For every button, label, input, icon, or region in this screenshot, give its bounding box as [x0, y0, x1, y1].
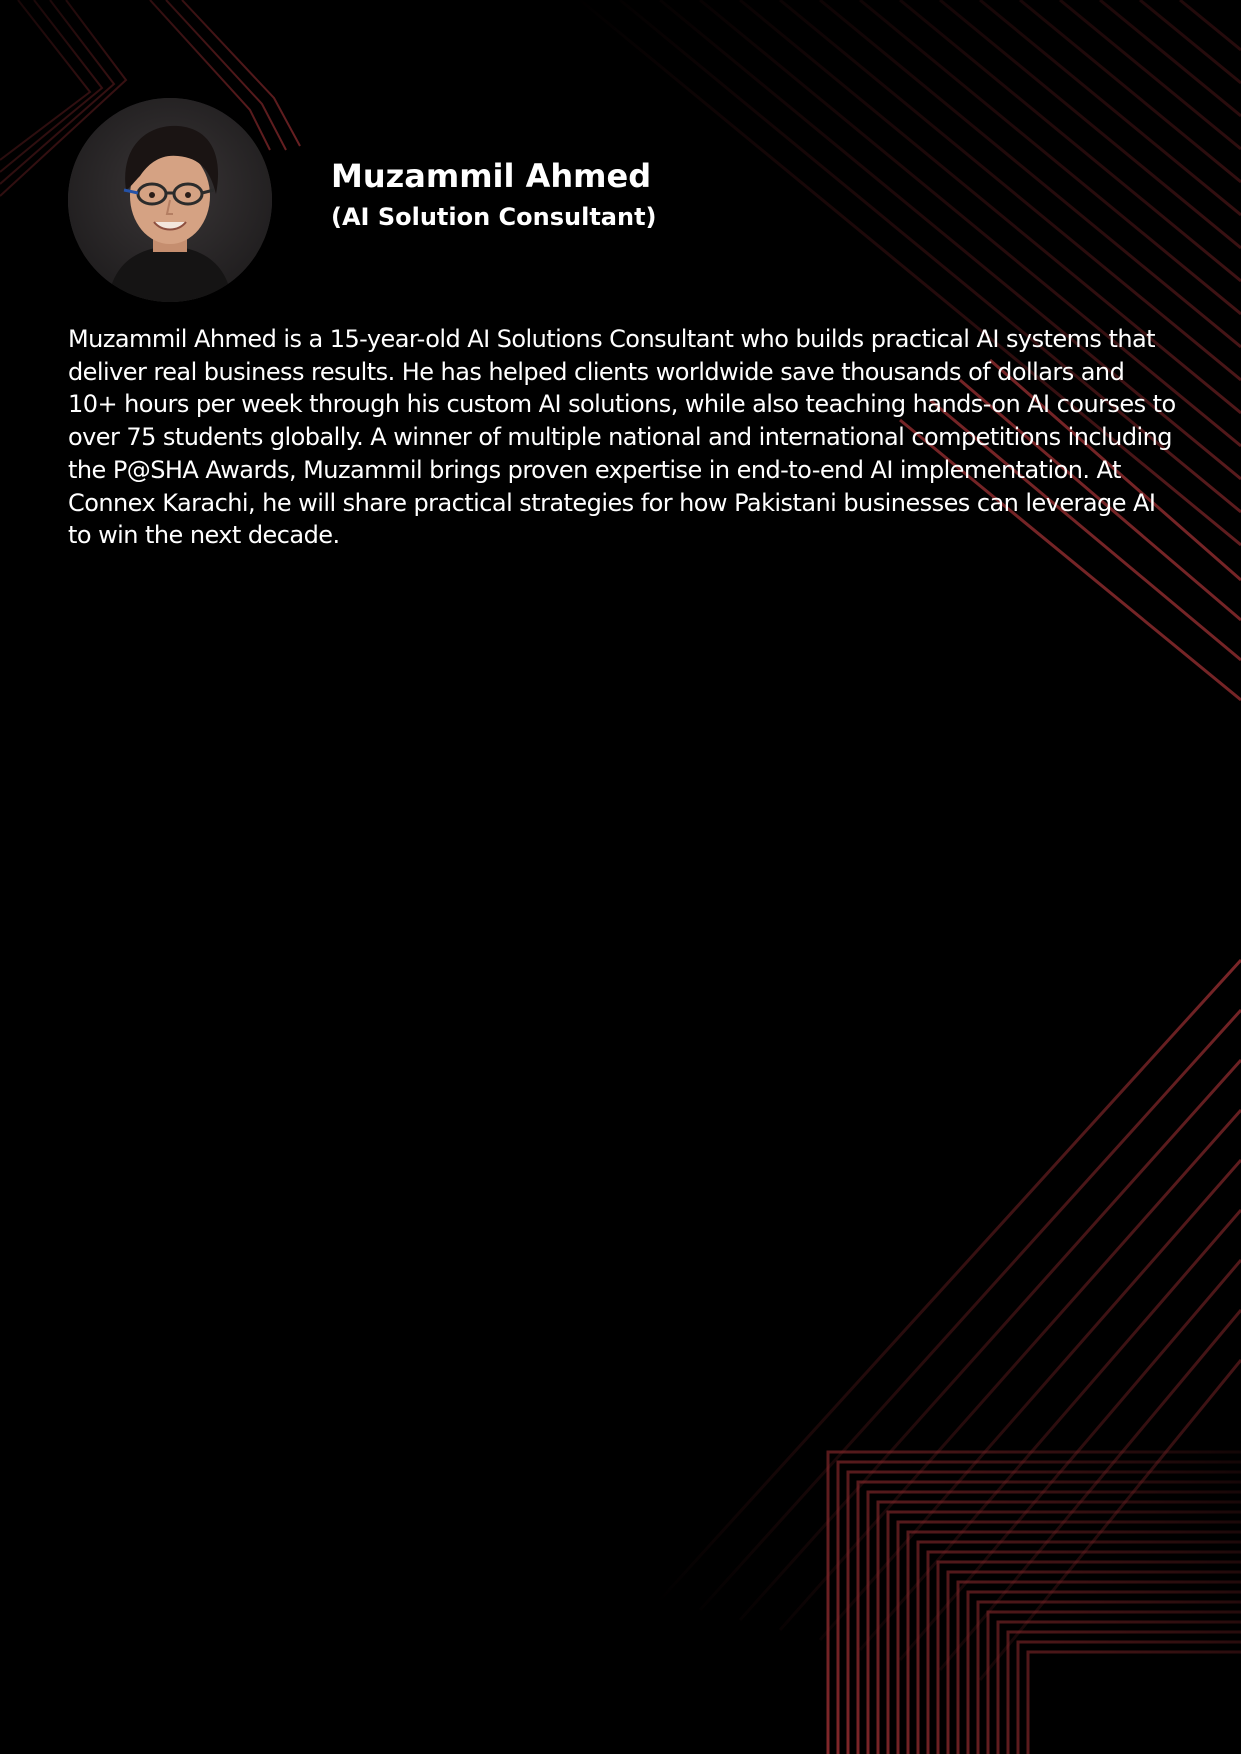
- speaker-bio: Muzammil Ahmed is a 15-year-old AI Solutions Consultant who builds practical AI systems that deliver real business results. He has helped clients worldwide save thousands of dollars and 10+ hours per week through his custom AI solutions, while also teaching hands-on AI courses to over 75 students globally. A winner of multiple national and international competitions including the P@SHA Awards, Muzammil brings proven expertise in end-to-end AI implementation. At Connex Karachi, he will share practical strategies for how Pakistani businesses can leverage AI to win the next decade.: [68, 325, 1176, 550]
- speaker-name: Muzammil Ahmed: [331, 157, 652, 195]
- speaker-photo: [68, 98, 272, 302]
- speaker-role: (AI Solution Consultant): [331, 203, 657, 231]
